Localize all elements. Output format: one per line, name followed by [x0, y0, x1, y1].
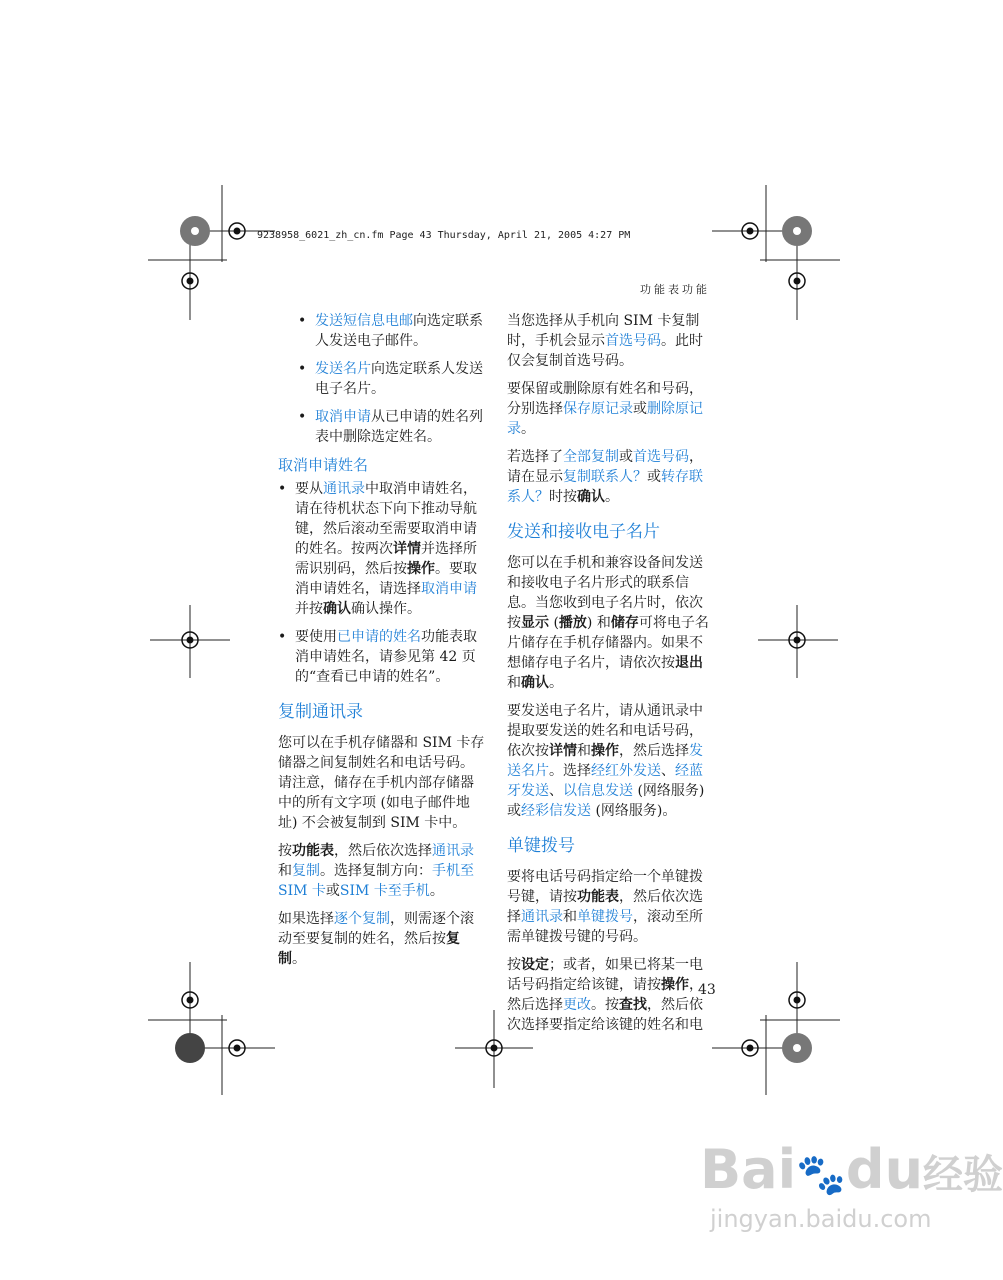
cancel-request-link[interactable]: 取消申请 — [315, 409, 371, 425]
starburst-mark-br — [782, 1033, 812, 1063]
starburst-mark-tr — [782, 216, 812, 246]
watermark-logo — [700, 1140, 1003, 1205]
via-infrared-link[interactable]: 经红外发送 — [591, 763, 661, 779]
section-title: 功能表功能 — [640, 283, 710, 296]
copy-all-link[interactable]: 全部复制 — [563, 449, 619, 465]
send-email-link[interactable]: 发送短信息电邮 — [315, 313, 413, 329]
list-item-text: 从已申请的姓名列表中删除选定姓名。 — [315, 409, 483, 445]
move-contact-prompt-link[interactable]: 转存联系人？ — [507, 469, 703, 505]
send-card-link[interactable]: 发送名片 — [507, 743, 703, 779]
via-message-link[interactable]: 以信息发送 — [563, 783, 633, 799]
file-info-header: 9238958_6021_zh_cn.fm Page 43 Thursday, April 21, 2005 4:27 PM — [257, 230, 631, 241]
paragraph: 要发送电子名片，请从通讯录中提取要发送的姓名和电话号码，依次按详情和操作，然后选择发送名片。选择经红外发送、经蓝牙发送、以信息发送 (网络服务) 或经彩信发送 (网络服务)。 — [507, 703, 705, 819]
copy-contacts-heading: 复制通讯录 — [278, 702, 363, 722]
paragraph: 按功能表，然后依次选择通讯录和复制。选择复制方向：手机至 SIM 卡或SIM 卡至手机。 — [278, 843, 474, 899]
copy-contact-prompt-link[interactable]: 复制联系人？ — [563, 469, 647, 485]
cancel-steps-list — [278, 479, 486, 687]
change-link[interactable]: 更改 — [563, 997, 591, 1013]
via-bluetooth-link[interactable]: 经蓝牙发送 — [507, 763, 703, 799]
list-item-text: 向选定联系人发送电子邮件。 — [315, 313, 483, 349]
list-item — [298, 359, 486, 399]
list-item: • 要从通讯录中取消申请姓名，请在待机状态下向下推动导航键，然后滚动至需要取消申请的姓名。按两次详情并选择所需识别码，然后按操作。要取消申请姓名，请选择取消申请并按确认确认操作。 — [278, 479, 486, 619]
list-item — [298, 407, 486, 447]
watermark-brand-c: 经验 — [923, 1152, 1003, 1198]
cancel-request-heading: 取消申请姓名 — [278, 456, 369, 474]
left-column — [278, 311, 486, 977]
speed-dial-heading: 单键拨号 — [507, 836, 575, 856]
paw-icon: 🐾 — [796, 1152, 846, 1198]
cancel-request-link[interactable]: 取消申请 — [421, 581, 477, 597]
preferred-number-link[interactable]: 首选号码 — [605, 333, 661, 349]
starburst-mark-tl — [180, 216, 210, 246]
business-card-heading: 发送和接收电子名片 — [507, 522, 660, 542]
paragraph: 要保留或删除原有姓名和号码，分别选择保存原记录或删除原记录。 — [507, 381, 703, 437]
watermark-brand-a: Bai — [700, 1138, 797, 1201]
requested-names-link[interactable]: 已申请的姓名 — [337, 629, 421, 645]
sim-to-phone-link[interactable]: SIM 卡至手机 — [339, 883, 430, 899]
phone-to-sim-link[interactable]: 手机至 SIM 卡 — [278, 863, 474, 899]
paragraph: 要将电话号码指定给一个单键拨号键，请按功能表，然后依次选择通讯录和单键拨号，滚动至所需单键拨号键的号码。 — [507, 869, 703, 945]
paragraph: 如果选择逐个复制，则需逐个滚动至要复制的姓名，然后按复制。 — [278, 911, 474, 967]
delete-original-link[interactable]: 删除原记录 — [507, 401, 703, 437]
via-mms-link[interactable]: 经彩信发送 — [521, 803, 591, 819]
watermark-url: jingyan.baidu.com — [710, 1205, 932, 1233]
watermark-brand-b: du — [845, 1138, 924, 1201]
contact-options-list — [298, 311, 486, 447]
list-item: • 要使用已申请的姓名功能表取消申请姓名，请参见第 42 页的“查看已申请的姓名”。 — [278, 627, 486, 687]
send-card-link[interactable]: 发送名片 — [315, 361, 371, 377]
preferred-number-link[interactable]: 首选号码 — [633, 449, 689, 465]
contacts-link[interactable]: 通讯录 — [432, 843, 474, 859]
speed-dial-link[interactable]: 单键拨号 — [577, 909, 633, 925]
right-column — [507, 311, 713, 1043]
paragraph: 若选择了全部复制或首选号码，请在显示复制联系人？或转存联系人？时按确认。 — [507, 449, 703, 505]
list-item-text: 向选定联系人发送电子名片。 — [315, 361, 483, 397]
contacts-link[interactable]: 通讯录 — [521, 909, 563, 925]
copy-link[interactable]: 复制 — [292, 863, 320, 879]
copy-one-by-one-link[interactable]: 逐个复制 — [334, 911, 390, 927]
page-number: 43 — [698, 982, 716, 998]
keep-original-link[interactable]: 保存原记录 — [563, 401, 633, 417]
paragraph: 按设定；或者，如果已将某一电话号码指定给该键，请按操作，然后选择更改。按查找，然后依次选择要指定给该键的姓名和电 — [507, 957, 703, 1033]
paragraph: 当您选择从手机向 SIM 卡复制时，手机会显示首选号码。此时仅会复制首选号码。 — [507, 313, 703, 369]
list-item — [298, 311, 486, 351]
starburst-mark-bl — [175, 1033, 205, 1063]
contacts-link[interactable]: 通讯录 — [323, 481, 365, 497]
paragraph: 您可以在手机和兼容设备间发送和接收电子名片形式的联系信息。当您收到电子名片时，依次按显示 (播放) 和储存可将电子名片储存在手机存储器内。如果不想储存电子名片，请依次按退出和确认。 — [507, 555, 709, 691]
paragraph: 您可以在手机存储器和 SIM 卡存储器之间复制姓名和电话号码。请注意，储存在手机内部存储器中的所有文字项 (如电子邮件地址) 不会被复制到 SIM 卡中。 — [278, 735, 485, 831]
